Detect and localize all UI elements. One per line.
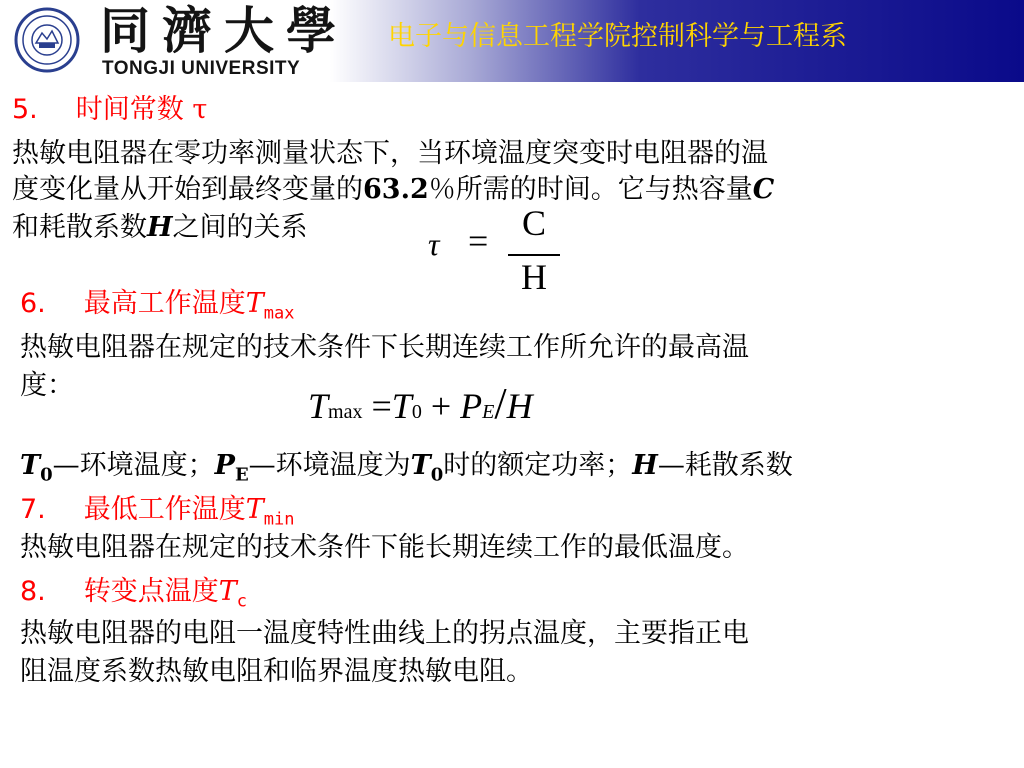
section-5-body-line-2: 度变化量从开始到最终变量的63.2％所需的时间。它与热容量C [12,174,775,205]
section-6-symbol-legend: $T_0—$环境温度；$P_E—$环境温度为$T_0$时的额定功率；H—耗散系数 [20,450,793,486]
section-7-heading: 7. 最低工作温度$T_{min}$ [20,494,295,530]
department-title: 电子与信息工程学院控制科学与工程系 [388,21,847,52]
section-8-body-line-2: 阻温度系数热敏电阻和临界温度热敏电阻。 [20,656,533,687]
section-8-heading: 8. 转变点温度$T_c$ [20,576,248,612]
section-6-body-line-2: 度： [20,370,74,401]
section-5-body-line-3: 和耗散系数H之间的关系 [12,212,308,243]
university-logo-english: TONGJI UNIVERSITY [102,58,301,79]
section-5-heading: 5. 时间常数 τ [12,94,208,125]
header-banner [0,0,1024,82]
max-temperature-formula: Tmax =T0 + PE/H [308,379,533,428]
university-seal-icon [14,7,80,73]
university-logo-chinese: 同濟大學 [100,1,348,60]
section-6-body-line-1: 热敏电阻器在规定的技术条件下长期连续工作所允许的最高温 [20,332,749,363]
time-constant-formula: τ = C H [422,208,562,300]
section-8-body-line-1: 热敏电阻器的电阻一温度特性曲线上的拐点温度，主要指正电 [20,618,749,649]
section-5-body-line-1: 热敏电阻器在零功率测量状态下，当环境温度突变时电阻器的温 [12,138,768,169]
section-6-heading: 6. 最高工作温度$T_{max}$ [20,288,295,324]
section-7-body: 热敏电阻器在规定的技术条件下能长期连续工作的最低温度。 [20,532,749,563]
